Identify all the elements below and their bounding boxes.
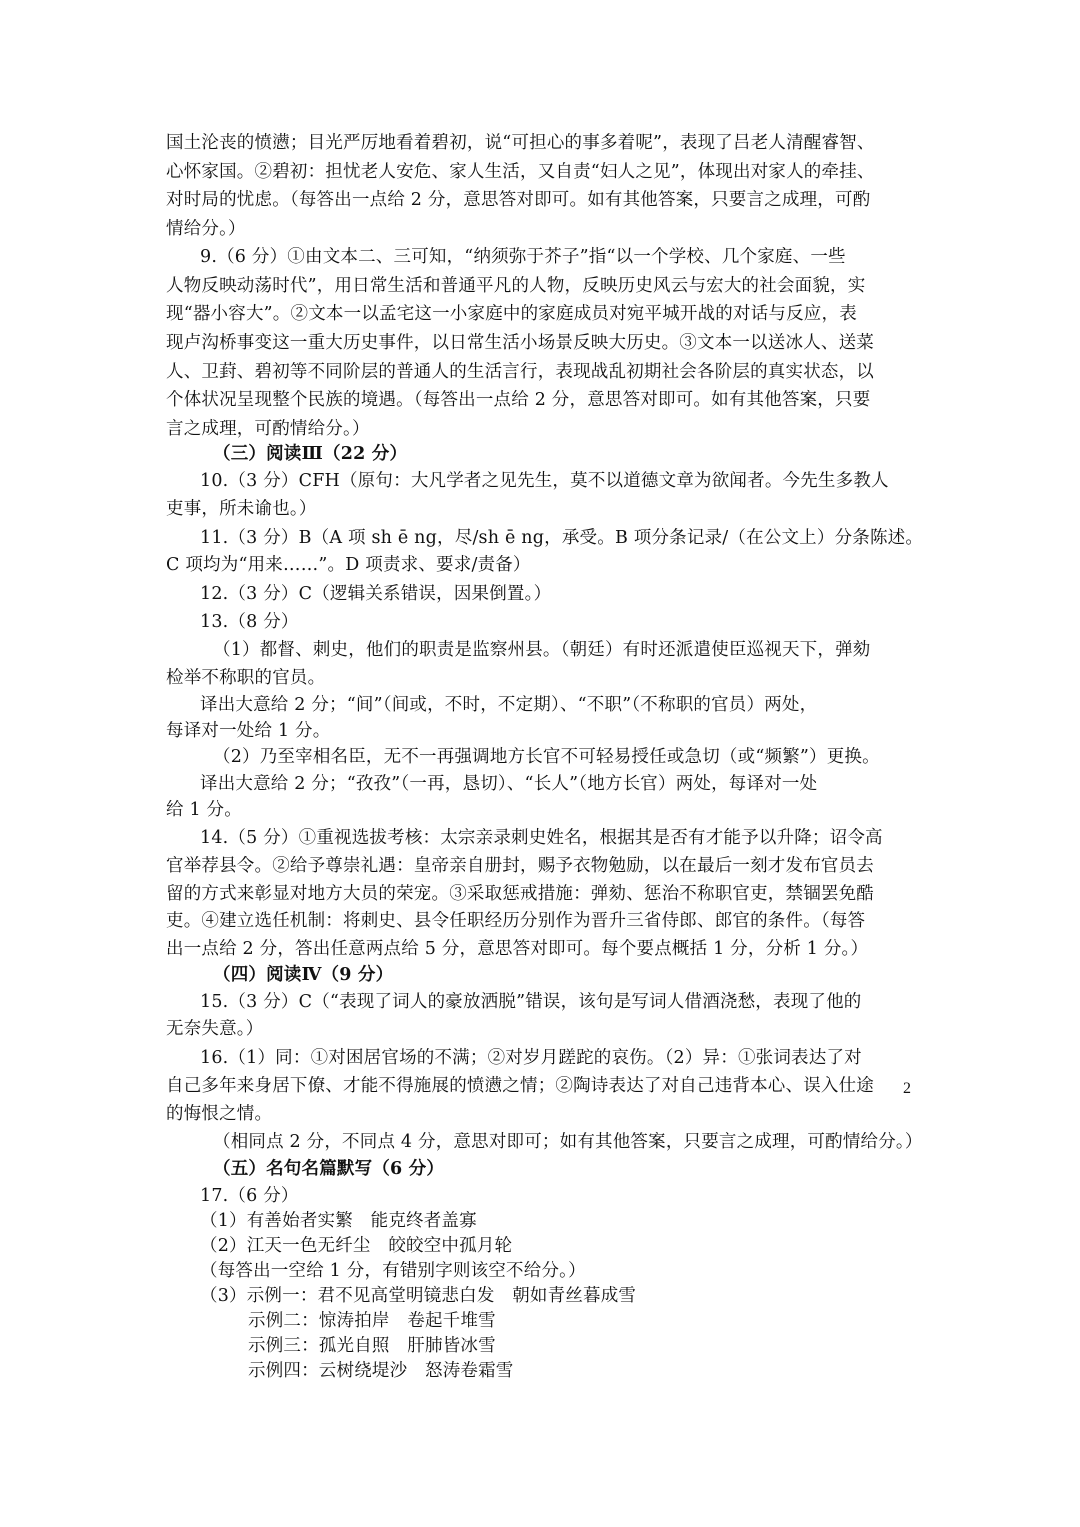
text-line: （1）有善始者实繁 能克终者盖寡 (200, 1211, 477, 1231)
answer-17: 17.（6 分） (200, 1186, 299, 1206)
text-line: 译出大意给 2 分；“孜孜”（一再，恳切）、“长人”（地方长官）两处，每译对一处 (200, 774, 818, 794)
text-line: 自己多年来身居下僚、才能不得施展的愤懑之情；②陶诗表达了对自己违背本心、误入仕途 (166, 1076, 874, 1096)
text-line: 示例二：惊涛拍岸 卷起千堆雪 (248, 1311, 496, 1331)
text-line: 留的方式来彰显对地方大员的荣宠。③采取惩戒措施：弹劾、惩治不称职官吏，禁锢罢免酷 (166, 884, 874, 904)
answer-11: 11.（3 分）B（A 项 sh ē ng，尽/sh ē ng，承受。B 项分条记录/（在公文上）分条陈述。 (200, 528, 924, 548)
answer-12: 12.（3 分）C（逻辑关系错误，因果倒置。） (200, 584, 552, 604)
text-line: 示例四：云树绕堤沙 怒涛卷霜雪 (248, 1361, 514, 1381)
text-line: （每答出一空给 1 分，有错别字则该空不给分。） (200, 1261, 586, 1281)
text-line: 现“器小容大”。②文本一以孟宅这一小家庭中的家庭成员对宛平城开战的对话与反应，表 (166, 304, 857, 324)
text-line: 译出大意给 2 分；“间”（间或，不时，不定期）、“不职”（不称职的官员）两处， (200, 695, 818, 715)
text-line: （相同点 2 分，不同点 4 分，意思对即可；如有其他答案，只要言之成理，可酌情给分。） (213, 1132, 923, 1152)
answer-13: 13.（8 分） (200, 612, 299, 632)
text-line: 示例三：孤光自照 肝肺皆冰雪 (248, 1336, 496, 1356)
text-line: （2）乃至宰相名臣，无不一再强调地方长官不可轻易授任或急切（或“频繁”）更换。 (213, 747, 880, 767)
page-number: 2 (903, 1080, 911, 1097)
text-line: 言之成理，可酌情给分。） (166, 419, 370, 439)
text-line: 个体状况呈现整个民族的境遇。（每答出一点给 2 分，意思答对即可。如有其他答案，只要 (166, 390, 871, 410)
answer-16: 16.（1）同：①对困居官场的不满；②对岁月蹉跎的哀伤。（2）异：①张词表达了对 (200, 1048, 862, 1068)
text-line: 情给分。） (166, 219, 246, 239)
section-heading-3: （三）阅读Ⅲ（22 分） (213, 444, 408, 464)
text-line: 人物反映动荡时代”，用日常生活和普通平凡的人物，反映历史风云与宏大的社会面貌，实 (166, 276, 866, 296)
text-line: 心怀家国。②碧初：担忧老人安危、家人生活，又自责“妇人之见”，体现出对家人的牵挂、 (166, 162, 875, 182)
text-line: 检举不称职的官员。 (166, 668, 326, 688)
answer-14: 14.（5 分）①重视选拔考核：太宗亲录刺史姓名，根据其是否有才能予以升降；诏令高 (200, 828, 883, 848)
text-line: 现卢沟桥事变这一重大历史事件，以日常生活小场景反映大历史。③文本一以送冰人、送菜 (166, 333, 874, 353)
text-line: 官举荐县令。②给予尊崇礼遇：皇帝亲自册封，赐予衣物勉励，以在最后一刻才发布官员去 (166, 856, 874, 876)
answer-9: 9.（6 分）①由文本二、三可知，“纳须弥于芥子”指“以一个学校、几个家庭、一些 (200, 247, 846, 267)
text-line: 吏。④建立选任机制：将刺史、县令任职经历分别作为晋升三省侍郎、郎官的条件。（每答 (166, 911, 866, 931)
text-line: 无奈失意。） (166, 1019, 264, 1039)
text-line: 国土沦丧的愤懑；目光严厉地看着碧初，说“可担心的事多着呢”，表现了吕老人清醒睿智、 (166, 133, 875, 153)
text-line: （1）都督、刺史，他们的职责是监察州县。（朝廷）有时还派遣使臣巡视天下，弹劾 (213, 640, 871, 660)
text-line: 人、卫葑、碧初等不同阶层的普通人的生活言行，表现战乱初期社会各阶层的真实状态，以 (166, 362, 874, 382)
answer-10: 10.（3 分）CFH（原句：大凡学者之见先生，莫不以道德文章为欲闻者。今先生多教人 (200, 471, 889, 491)
text-line: 的悔恨之情。 (166, 1104, 273, 1124)
text-line: 给 1 分。 (166, 800, 242, 820)
section-heading-4: （四）阅读Ⅳ（9 分） (213, 965, 394, 985)
answer-15: 15.（3 分）C（“表现了词人的豪放洒脱”错误，该句是写词人借酒浇愁，表现了他的 (200, 992, 862, 1012)
text-line: 对时局的忧虑。（每答出一点给 2 分，意思答对即可。如有其他答案，只要言之成理，可酌 (166, 190, 871, 210)
text-line: 每译对一处给 1 分。 (166, 721, 331, 741)
section-heading-5: （五）名句名篇默写（6 分） (213, 1159, 445, 1179)
text-line: C 项均为“用来……”。D 项责求、要求/责备） (166, 555, 531, 575)
text-line: 出一点给 2 分，答出任意两点给 5 分，意思答对即可。每个要点概括 1 分，分析 1 分。） (166, 939, 869, 959)
text-line: （3）示例一：君不见高堂明镜悲白发 朝如青丝暮成雪 (200, 1286, 637, 1306)
text-line: （2）江天一色无纤尘 皎皎空中孤月轮 (200, 1236, 513, 1256)
text-line: 吏事，所未谕也。） (166, 499, 317, 519)
